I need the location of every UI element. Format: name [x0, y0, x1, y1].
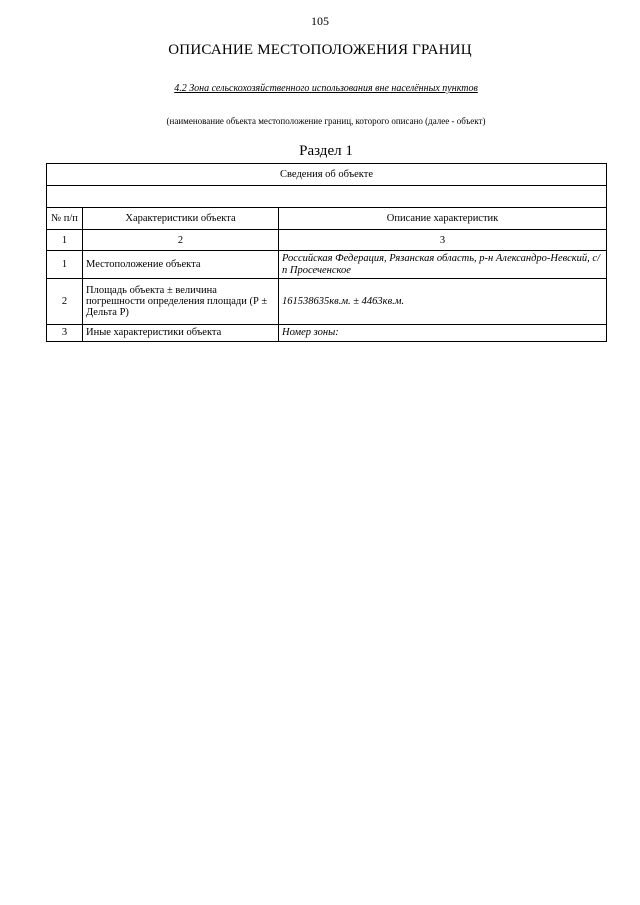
empty-cell — [47, 186, 607, 208]
object-name: 4.2 Зона сельскохозяйственного использования вне населённых пунктов — [174, 83, 478, 94]
column-header-description: Описание характеристик — [279, 208, 607, 230]
table-row — [47, 251, 607, 279]
column-header-characteristic: Характеристики объекта — [83, 208, 279, 230]
column-index-1: 1 — [47, 230, 83, 251]
page-number: 105 — [311, 14, 329, 28]
table-row — [47, 325, 607, 342]
row-description: 161538635кв.м. ± 4463кв.м. — [279, 279, 607, 325]
object-info-table — [46, 163, 607, 342]
column-index-3: 3 — [279, 230, 607, 251]
column-header-num: № п/п — [47, 208, 83, 230]
document-title: ОПИСАНИЕ МЕСТОПОЛОЖЕНИЯ ГРАНИЦ — [168, 42, 472, 58]
table-row — [47, 279, 607, 325]
row-number: 3 — [47, 325, 83, 342]
table-header: Сведения об объекте — [47, 164, 607, 186]
row-characteristic: Площадь объекта ± величина погрешности определения площади (Р ± Дельта Р) — [83, 279, 279, 325]
row-characteristic: Иные характеристики объекта — [83, 325, 279, 342]
section-title: Раздел 1 — [299, 143, 353, 159]
row-number: 1 — [47, 251, 83, 279]
object-name-caption: (наименование объекта местоположение границ, которого описано (далее - объект) — [166, 116, 486, 126]
table-header-row — [47, 164, 607, 186]
row-characteristic: Местоположение объекта — [83, 251, 279, 279]
column-index-2: 2 — [83, 230, 279, 251]
column-index-row — [47, 230, 607, 251]
row-description: Российская Федерация, Рязанская область, р-н Александро-Невский, с/п Просеченское — [279, 251, 607, 279]
column-header-row — [47, 208, 607, 230]
row-description: Номер зоны: — [279, 325, 607, 342]
table-empty-row — [47, 186, 607, 208]
row-number: 2 — [47, 279, 83, 325]
